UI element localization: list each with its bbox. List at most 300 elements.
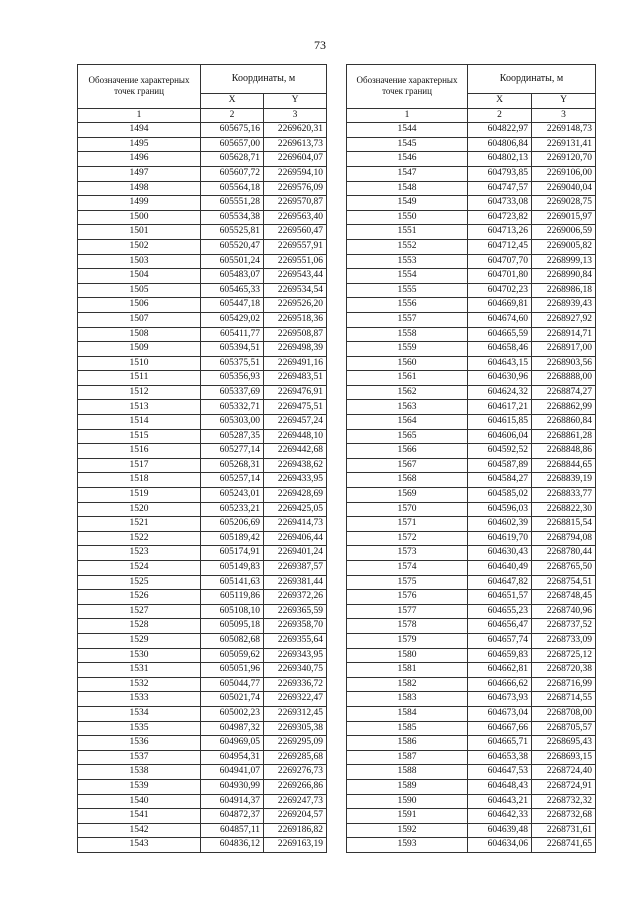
- x-coordinate-cell: 605206,69: [201, 517, 264, 532]
- table-row: [78, 633, 327, 648]
- x-coordinate-cell: 605657,00: [201, 137, 264, 152]
- table-row: [78, 123, 327, 138]
- y-coordinate-cell: 2269381,44: [264, 575, 327, 590]
- x-coordinate-cell: 604585,02: [468, 488, 532, 503]
- table-row: [347, 721, 596, 736]
- y-coordinate-cell: 2268927,92: [532, 312, 596, 327]
- table-row: [78, 721, 327, 736]
- point-id-cell: 1536: [78, 736, 201, 751]
- y-coordinate-cell: 2269372,26: [264, 590, 327, 605]
- y-coordinate-cell: 2268844,65: [532, 458, 596, 473]
- x-coordinate-cell: 604596,03: [468, 502, 532, 517]
- table-row: [347, 823, 596, 838]
- x-coordinate-cell: 604673,93: [468, 692, 532, 707]
- x-coordinate-cell: 604656,47: [468, 619, 532, 634]
- x-coordinate-cell: 605119,86: [201, 590, 264, 605]
- table-row: [347, 137, 596, 152]
- point-id-cell: 1541: [78, 809, 201, 824]
- x-coordinate-cell: 604747,57: [468, 181, 532, 196]
- x-coordinate-cell: 604615,85: [468, 415, 532, 430]
- y-coordinate-cell: 2269557,91: [264, 239, 327, 254]
- table-row: [347, 196, 596, 211]
- x-coordinate-cell: 605243,01: [201, 488, 264, 503]
- point-id-cell: 1522: [78, 531, 201, 546]
- table-row: [347, 269, 596, 284]
- x-coordinate-cell: 605429,02: [201, 312, 264, 327]
- point-id-cell: 1512: [78, 385, 201, 400]
- table-row: [78, 342, 327, 357]
- table-row: [78, 429, 327, 444]
- point-id-cell: 1570: [347, 502, 468, 517]
- point-id-cell: 1497: [78, 166, 201, 181]
- table-row: [78, 298, 327, 313]
- point-id-cell: 1584: [347, 706, 468, 721]
- point-id-cell: 1511: [78, 371, 201, 386]
- point-id-cell: 1514: [78, 415, 201, 430]
- point-id-cell: 1556: [347, 298, 468, 313]
- y-coordinate-cell: 2268914,71: [532, 327, 596, 342]
- x-coordinate-cell: 605332,71: [201, 400, 264, 415]
- x-header: X: [468, 94, 532, 109]
- page-number: 73: [314, 38, 326, 52]
- y-coordinate-cell: 2269358,70: [264, 619, 327, 634]
- x-coordinate-cell: 604647,53: [468, 765, 532, 780]
- table-row: [347, 342, 596, 357]
- point-id-cell: 1529: [78, 633, 201, 648]
- x-coordinate-cell: 605303,00: [201, 415, 264, 430]
- table-row: [78, 196, 327, 211]
- table-row: [78, 458, 327, 473]
- x-coordinate-cell: 604643,15: [468, 356, 532, 371]
- table-row: [347, 663, 596, 678]
- y-coordinate-cell: 2269518,36: [264, 312, 327, 327]
- table-row: [347, 123, 596, 138]
- x-coordinate-cell: 605551,28: [201, 196, 264, 211]
- x-coordinate-cell: 604793,85: [468, 166, 532, 181]
- y-header: Y: [264, 94, 327, 109]
- x-coordinate-cell: 604723,82: [468, 210, 532, 225]
- y-coordinate-cell: 2269355,64: [264, 633, 327, 648]
- x-coordinate-cell: 605375,51: [201, 356, 264, 371]
- point-id-cell: 1525: [78, 575, 201, 590]
- y-coordinate-cell: 2268780,44: [532, 546, 596, 561]
- y-coordinate-cell: 2269406,44: [264, 531, 327, 546]
- y-coordinate-cell: 2269543,44: [264, 269, 327, 284]
- y-coordinate-cell: 2269620,31: [264, 123, 327, 138]
- x-coordinate-cell: 605411,77: [201, 327, 264, 342]
- point-id-cell: 1506: [78, 298, 201, 313]
- x-coordinate-cell: 605525,81: [201, 225, 264, 240]
- point-id-cell: 1586: [347, 736, 468, 751]
- x-coordinate-cell: 605465,33: [201, 283, 264, 298]
- table-row: [78, 531, 327, 546]
- table-row: [78, 254, 327, 269]
- point-id-cell: 1568: [347, 473, 468, 488]
- table-row: [347, 736, 596, 751]
- point-id-cell: 1562: [347, 385, 468, 400]
- table-row: [347, 531, 596, 546]
- table-row: [78, 502, 327, 517]
- x-coordinate-cell: 604658,46: [468, 342, 532, 357]
- y-coordinate-cell: 2269006,59: [532, 225, 596, 240]
- table-row: [78, 779, 327, 794]
- point-id-cell: 1539: [78, 779, 201, 794]
- table-row: [347, 444, 596, 459]
- point-id-cell: 1547: [347, 166, 468, 181]
- table-row: [347, 604, 596, 619]
- table-row: [347, 181, 596, 196]
- table-row: [347, 415, 596, 430]
- x-coordinate-cell: 604666,62: [468, 677, 532, 692]
- x-coordinate-cell: 605059,62: [201, 648, 264, 663]
- point-id-cell: 1566: [347, 444, 468, 459]
- y-coordinate-cell: 2268903,56: [532, 356, 596, 371]
- x-coordinate-cell: 605082,68: [201, 633, 264, 648]
- y-coordinate-cell: 2269475,51: [264, 400, 327, 415]
- table-row: [347, 152, 596, 167]
- x-coordinate-cell: 604665,71: [468, 736, 532, 751]
- y-coordinate-cell: 2268860,84: [532, 415, 596, 430]
- y-coordinate-cell: 2269491,16: [264, 356, 327, 371]
- point-id-cell: 1494: [78, 123, 201, 138]
- y-coordinate-cell: 2269414,73: [264, 517, 327, 532]
- point-id-cell: 1563: [347, 400, 468, 415]
- point-id-cell: 1552: [347, 239, 468, 254]
- x-coordinate-cell: 604619,70: [468, 531, 532, 546]
- point-id-cell: 1496: [78, 152, 201, 167]
- y-coordinate-cell: 2269285,68: [264, 750, 327, 765]
- x-header: X: [201, 94, 264, 109]
- point-id-cell: 1588: [347, 765, 468, 780]
- x-coordinate-cell: 604673,04: [468, 706, 532, 721]
- table-row: [78, 312, 327, 327]
- table-row: [78, 415, 327, 430]
- x-coordinate-cell: 604639,48: [468, 823, 532, 838]
- point-id-cell: 1559: [347, 342, 468, 357]
- point-id-cell: 1583: [347, 692, 468, 707]
- point-id-cell: 1573: [347, 546, 468, 561]
- table-row: [347, 561, 596, 576]
- table-row: [78, 269, 327, 284]
- x-coordinate-cell: 605607,72: [201, 166, 264, 181]
- point-id-cell: 1518: [78, 473, 201, 488]
- y-coordinate-cell: 2268848,86: [532, 444, 596, 459]
- x-coordinate-cell: 604642,33: [468, 809, 532, 824]
- y-coordinate-cell: 2268748,45: [532, 590, 596, 605]
- column-number: 2: [468, 108, 532, 123]
- table-row: [78, 400, 327, 415]
- point-id-cell: 1572: [347, 531, 468, 546]
- point-id-cell: 1528: [78, 619, 201, 634]
- table-row: [78, 283, 327, 298]
- point-id-cell: 1501: [78, 225, 201, 240]
- table-row: [347, 312, 596, 327]
- y-coordinate-cell: 2269387,57: [264, 561, 327, 576]
- y-coordinate-cell: 2268794,08: [532, 531, 596, 546]
- point-id-cell: 1515: [78, 429, 201, 444]
- point-id-cell: 1521: [78, 517, 201, 532]
- x-coordinate-cell: 604872,37: [201, 809, 264, 824]
- table-row: [78, 327, 327, 342]
- x-coordinate-cell: 604713,26: [468, 225, 532, 240]
- y-coordinate-cell: 2269322,47: [264, 692, 327, 707]
- x-coordinate-cell: 604914,37: [201, 794, 264, 809]
- y-coordinate-cell: 2268732,32: [532, 794, 596, 809]
- point-id-cell: 1553: [347, 254, 468, 269]
- x-coordinate-cell: 605189,42: [201, 531, 264, 546]
- table-row: [347, 502, 596, 517]
- point-id-cell: 1533: [78, 692, 201, 707]
- x-coordinate-cell: 604987,32: [201, 721, 264, 736]
- x-coordinate-cell: 605108,10: [201, 604, 264, 619]
- x-coordinate-cell: 604954,31: [201, 750, 264, 765]
- y-coordinate-cell: 2269457,24: [264, 415, 327, 430]
- x-coordinate-cell: 604587,89: [468, 458, 532, 473]
- y-coordinate-cell: 2269040,04: [532, 181, 596, 196]
- point-id-cell: 1523: [78, 546, 201, 561]
- y-coordinate-cell: 2268741,65: [532, 838, 596, 853]
- table-row: [78, 488, 327, 503]
- point-id-cell: 1526: [78, 590, 201, 605]
- table-row: [78, 137, 327, 152]
- y-coordinate-cell: 2269534,54: [264, 283, 327, 298]
- table-row: [78, 371, 327, 386]
- table-row: [78, 575, 327, 590]
- x-coordinate-cell: 604669,81: [468, 298, 532, 313]
- x-coordinate-cell: 604702,23: [468, 283, 532, 298]
- x-coordinate-cell: 604643,21: [468, 794, 532, 809]
- x-coordinate-cell: 604584,27: [468, 473, 532, 488]
- y-coordinate-cell: 2269604,07: [264, 152, 327, 167]
- table-row: [78, 166, 327, 181]
- point-id-cell: 1498: [78, 181, 201, 196]
- table-row: [347, 473, 596, 488]
- y-coordinate-cell: 2268708,00: [532, 706, 596, 721]
- point-id-cell: 1582: [347, 677, 468, 692]
- table-row: [347, 706, 596, 721]
- table-row: [78, 794, 327, 809]
- table-row: [347, 575, 596, 590]
- x-coordinate-cell: 604712,45: [468, 239, 532, 254]
- table-row: [78, 823, 327, 838]
- table-row: [347, 517, 596, 532]
- y-coordinate-cell: 2268705,57: [532, 721, 596, 736]
- table-row: [78, 765, 327, 780]
- x-coordinate-cell: 604806,84: [468, 137, 532, 152]
- table-row: [78, 385, 327, 400]
- point-id-cell: 1542: [78, 823, 201, 838]
- x-coordinate-cell: 604969,05: [201, 736, 264, 751]
- x-coordinate-cell: 605268,31: [201, 458, 264, 473]
- table-row: [78, 590, 327, 605]
- x-coordinate-cell: 604624,32: [468, 385, 532, 400]
- table-row: [78, 517, 327, 532]
- y-coordinate-cell: 2269425,05: [264, 502, 327, 517]
- point-id-cell: 1537: [78, 750, 201, 765]
- point-id-cell: 1557: [347, 312, 468, 327]
- y-coordinate-cell: 2269131,41: [532, 137, 596, 152]
- x-coordinate-cell: 605628,71: [201, 152, 264, 167]
- x-coordinate-cell: 605149,83: [201, 561, 264, 576]
- table-row: [347, 239, 596, 254]
- x-coordinate-cell: 605534,38: [201, 210, 264, 225]
- table-row: [347, 750, 596, 765]
- y-coordinate-cell: 2268939,43: [532, 298, 596, 313]
- table-row: [347, 225, 596, 240]
- table-row: [78, 648, 327, 663]
- table-row: [78, 750, 327, 765]
- x-coordinate-cell: 605021,74: [201, 692, 264, 707]
- x-coordinate-cell: 604617,21: [468, 400, 532, 415]
- x-coordinate-cell: 604941,07: [201, 765, 264, 780]
- point-id-cell: 1549: [347, 196, 468, 211]
- y-coordinate-cell: 2269312,45: [264, 706, 327, 721]
- y-coordinate-cell: 2268724,40: [532, 765, 596, 780]
- y-coordinate-cell: 2269508,87: [264, 327, 327, 342]
- table-row: [347, 794, 596, 809]
- point-id-cell: 1499: [78, 196, 201, 211]
- point-id-cell: 1545: [347, 137, 468, 152]
- point-id-cell: 1567: [347, 458, 468, 473]
- point-id-cell: 1564: [347, 415, 468, 430]
- coordinates-table-right: [346, 64, 596, 853]
- point-id-cell: 1535: [78, 721, 201, 736]
- y-coordinate-cell: 2269247,73: [264, 794, 327, 809]
- table-row: [78, 546, 327, 561]
- x-coordinate-cell: 604640,49: [468, 561, 532, 576]
- x-coordinate-cell: 604930,99: [201, 779, 264, 794]
- point-id-cell: 1575: [347, 575, 468, 590]
- x-coordinate-cell: 604674,60: [468, 312, 532, 327]
- table-row: [78, 663, 327, 678]
- point-id-cell: 1576: [347, 590, 468, 605]
- point-id-cell: 1540: [78, 794, 201, 809]
- table-row: [78, 225, 327, 240]
- y-coordinate-cell: 2269005,82: [532, 239, 596, 254]
- point-id-cell: 1505: [78, 283, 201, 298]
- point-id-cell: 1531: [78, 663, 201, 678]
- x-coordinate-cell: 604657,74: [468, 633, 532, 648]
- table-row: [347, 429, 596, 444]
- y-coordinate-cell: 2269365,59: [264, 604, 327, 619]
- table-row: [78, 239, 327, 254]
- table-row: [347, 371, 596, 386]
- y-coordinate-cell: 2268862,99: [532, 400, 596, 415]
- y-coordinate-cell: 2268874,27: [532, 385, 596, 400]
- y-coordinate-cell: 2268693,15: [532, 750, 596, 765]
- table-row: [78, 736, 327, 751]
- table-row: [347, 619, 596, 634]
- y-coordinate-cell: 2269336,72: [264, 677, 327, 692]
- x-coordinate-cell: 605520,47: [201, 239, 264, 254]
- point-id-cell: 1551: [347, 225, 468, 240]
- y-coordinate-cell: 2269015,97: [532, 210, 596, 225]
- point-id-cell: 1580: [347, 648, 468, 663]
- y-coordinate-cell: 2268765,50: [532, 561, 596, 576]
- table-row: [347, 779, 596, 794]
- y-coordinate-cell: 2268725,12: [532, 648, 596, 663]
- table-row: [78, 561, 327, 576]
- column-number: 3: [264, 108, 327, 123]
- point-id-cell: 1574: [347, 561, 468, 576]
- y-coordinate-cell: 2269204,57: [264, 809, 327, 824]
- table-row: [347, 633, 596, 648]
- table-row: [78, 706, 327, 721]
- point-id-cell: 1544: [347, 123, 468, 138]
- table-row: [347, 590, 596, 605]
- y-coordinate-cell: 2269340,75: [264, 663, 327, 678]
- y-coordinate-cell: 2269442,68: [264, 444, 327, 459]
- point-id-cell: 1589: [347, 779, 468, 794]
- table-row: [78, 356, 327, 371]
- y-coordinate-cell: 2269276,73: [264, 765, 327, 780]
- x-coordinate-cell: 604592,52: [468, 444, 532, 459]
- x-coordinate-cell: 605337,69: [201, 385, 264, 400]
- y-coordinate-cell: 2268754,51: [532, 575, 596, 590]
- x-coordinate-cell: 605277,14: [201, 444, 264, 459]
- table-row: [78, 604, 327, 619]
- table-row: [347, 648, 596, 663]
- point-id-cell: 1532: [78, 677, 201, 692]
- y-coordinate-cell: 2268724,91: [532, 779, 596, 794]
- x-coordinate-cell: 604857,11: [201, 823, 264, 838]
- point-id-cell: 1503: [78, 254, 201, 269]
- point-id-cell: 1554: [347, 269, 468, 284]
- y-coordinate-cell: 2268833,77: [532, 488, 596, 503]
- table-row: [347, 677, 596, 692]
- x-coordinate-cell: 605257,14: [201, 473, 264, 488]
- x-coordinate-cell: 605356,93: [201, 371, 264, 386]
- y-header: Y: [532, 94, 596, 109]
- point-id-cell: 1592: [347, 823, 468, 838]
- y-coordinate-cell: 2269305,38: [264, 721, 327, 736]
- table-row: [78, 809, 327, 824]
- x-coordinate-cell: 605394,51: [201, 342, 264, 357]
- y-coordinate-cell: 2269576,09: [264, 181, 327, 196]
- table-row: [347, 692, 596, 707]
- point-id-cell: 1538: [78, 765, 201, 780]
- y-coordinate-cell: 2269476,91: [264, 385, 327, 400]
- y-coordinate-cell: 2268839,19: [532, 473, 596, 488]
- point-id-cell: 1502: [78, 239, 201, 254]
- table-row: [78, 692, 327, 707]
- table-row: [347, 546, 596, 561]
- point-id-cell: 1571: [347, 517, 468, 532]
- point-id-cell: 1593: [347, 838, 468, 853]
- table-row: [78, 210, 327, 225]
- x-coordinate-cell: 604602,39: [468, 517, 532, 532]
- point-id-cell: 1519: [78, 488, 201, 503]
- point-id-cell: 1579: [347, 633, 468, 648]
- y-coordinate-cell: 2269438,62: [264, 458, 327, 473]
- point-id-cell: 1560: [347, 356, 468, 371]
- y-coordinate-cell: 2269163,19: [264, 838, 327, 853]
- designation-header: Обозначение характерных точек границ: [78, 65, 201, 109]
- y-coordinate-cell: 2269186,82: [264, 823, 327, 838]
- point-id-cell: 1524: [78, 561, 201, 576]
- y-coordinate-cell: 2269428,69: [264, 488, 327, 503]
- y-coordinate-cell: 2269028,75: [532, 196, 596, 211]
- y-coordinate-cell: 2269295,09: [264, 736, 327, 751]
- table-row: [347, 838, 596, 853]
- point-id-cell: 1565: [347, 429, 468, 444]
- point-id-cell: 1548: [347, 181, 468, 196]
- point-id-cell: 1543: [78, 838, 201, 853]
- point-id-cell: 1520: [78, 502, 201, 517]
- x-coordinate-cell: 604630,96: [468, 371, 532, 386]
- x-coordinate-cell: 605095,18: [201, 619, 264, 634]
- x-coordinate-cell: 605483,07: [201, 269, 264, 284]
